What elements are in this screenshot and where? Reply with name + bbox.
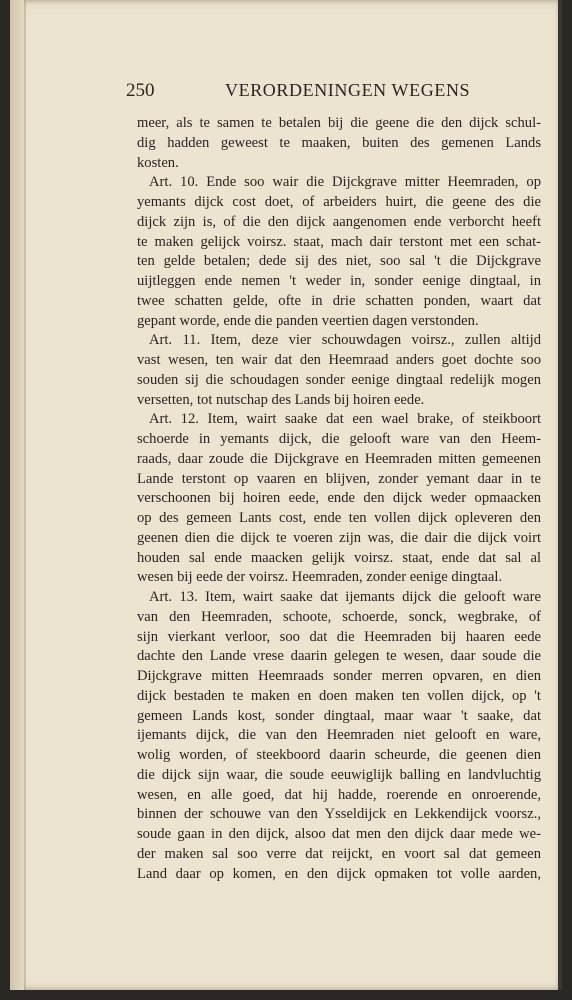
page-number: 250 bbox=[126, 80, 155, 101]
text-line: wolig worden, of steekboord daarin scheurde, die geenen dien bbox=[137, 747, 541, 763]
text-line: der maken sal soo verre dat reijckt, en voort sal dat gemeen bbox=[137, 845, 541, 862]
text-line: soude gaan in den dijck, alsoo dat men den dijck daar mede we- bbox=[137, 826, 541, 842]
text-line: gepant worde, ende die panden veertien dagen verstonden. bbox=[137, 312, 479, 329]
text-line: verschoonen bij hoiren eede, ende den dijck weder opmaacken bbox=[137, 490, 541, 507]
text-line: Dijckgrave mitten Heemraads sonder merren opvaren, en dien bbox=[137, 668, 541, 684]
text-line: Lande terstont op vaaren en blijven, zonder yemant daar in te bbox=[137, 470, 541, 487]
text-line: raads, daar zoude die Dijckgrave en Heemraden mitten gemeenen bbox=[137, 450, 541, 467]
text-line: Art. 10. Ende soo wair die Dijckgrave mitter Heemraden, op bbox=[149, 174, 541, 191]
text-line: versetten, tot nutschap des Lands bij hoiren eede. bbox=[137, 391, 425, 408]
text-line: ijemants dijck, die van den Heemraden niet gelooft en ware, bbox=[137, 727, 541, 744]
text-line: ten gelde betalen; dede sij des niet, soo sal 't die Dijckgrave bbox=[137, 253, 541, 270]
text-line: dig hadden geweest te maaken, buiten des gemenen Lands bbox=[137, 134, 541, 151]
text-line: sijn vierkant verloor, soo dat die Heemraden bij haaren eede bbox=[137, 628, 541, 645]
text-line: Art. 12. Item, wairt saake dat een wael brake, of steikboort bbox=[149, 411, 541, 428]
text-line: meer, als te samen te betalen bij die geene die den dijck schul- bbox=[137, 115, 541, 131]
text-line: dachte den Lande vrese daarin gelegen te wesen, daar soude die bbox=[137, 648, 541, 665]
text-line: souden sij die schoudagen sonder eenige dingtaal redelijk mogen bbox=[137, 371, 541, 388]
text-line: Art. 13. Item, wairt saake dat ijemants dijck die gelooft ware bbox=[149, 589, 541, 605]
text-line: yemants dijck cost doet, of arbeiders huirt, die geene des die bbox=[137, 194, 541, 210]
text-line: die dijck sijn waar, die soude eeuwiglijk balling en landvluchtig bbox=[137, 766, 541, 783]
body-text bbox=[137, 114, 541, 884]
text-line: uijtleggen ende nemen 't weder in, sonder eenige dingtaal, in bbox=[137, 273, 541, 289]
text-line: op des gemeen Lants cost, ende ten vollen dijck opleveren den bbox=[137, 510, 541, 526]
text-line: kosten. bbox=[137, 154, 179, 171]
text-line: dijck zijn is, of die den dijck aangenomen ende verborcht heeft bbox=[137, 213, 541, 230]
text-line: wesen bij eede der voirsz. Heemraden, zonder eenige dingtaal. bbox=[137, 569, 503, 586]
text-line: houden sal ende maacken gelijk voirsz. staat, ende dat sal al bbox=[137, 549, 541, 566]
text-line: vast wesen, ten wair dat den Heemraad anders goet dochte soo bbox=[137, 352, 541, 368]
text-line: Land daar op komen, en den dijck opmaken tot volle aarden, bbox=[137, 865, 541, 882]
page-edge bbox=[558, 0, 562, 990]
text-line: dijck bestaden te maken en doen maken ten vollen dijck, op 't bbox=[137, 687, 541, 704]
page-fold bbox=[24, 0, 26, 990]
text-line: twee schatten gelde, ofte in drie schatten ponden, waart dat bbox=[137, 292, 541, 309]
text-line: binnen der schouwe van den Ysseldijck en Lekkendijck voorsz., bbox=[137, 806, 541, 823]
text-line: te maken gelijck voirsz. staat, mach dair terstont met een schat- bbox=[137, 233, 541, 250]
text-line: Art. 11. Item, deze vier schouwdagen voirsz., zullen altijd bbox=[149, 332, 541, 349]
text-line: gemeen Lands kost, sonder dingtaal, maar waar 't saake, dat bbox=[137, 707, 541, 724]
running-title: VERORDENINGEN WEGENS bbox=[225, 80, 471, 100]
page-gutter bbox=[10, 0, 24, 990]
text-line: schoerde in yemants dijck, die gelooft ware van den Heem- bbox=[137, 431, 541, 447]
text-line: van den Heemraden, schoote, schoerde, sonck, wegbrake, of bbox=[137, 608, 541, 625]
page-header bbox=[126, 80, 546, 104]
text-line: wesen, en alle goed, dat hij hadde, roerende en onroerende, bbox=[137, 786, 541, 803]
text-line: geenen dien die dijck te voeren zijn was, die dair die dijck voirt bbox=[137, 529, 541, 546]
